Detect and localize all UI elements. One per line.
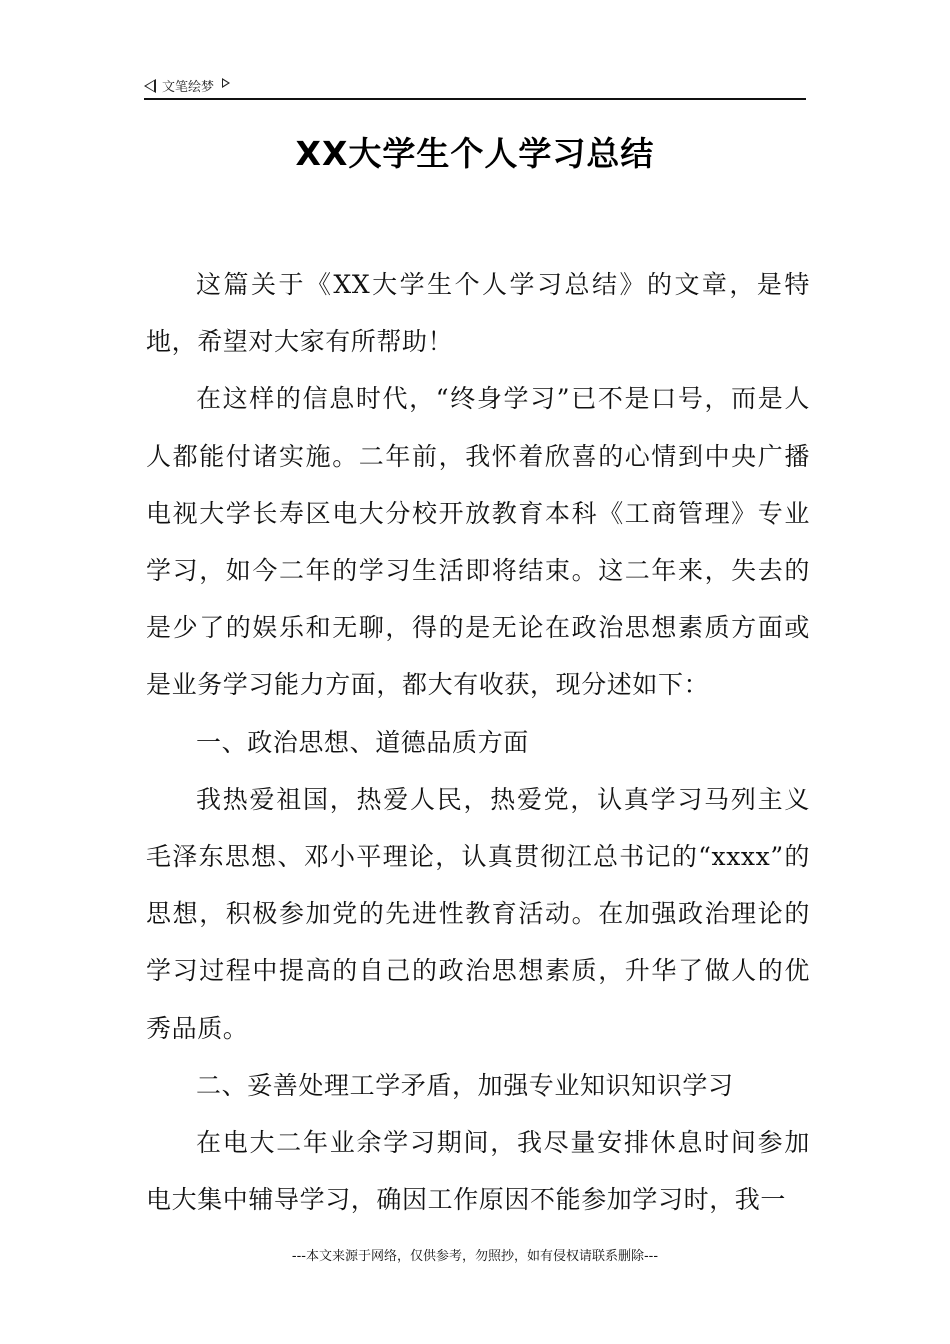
section-heading-2: 二、妥善处理工学矛盾，加强专业知识知识学习: [196, 1070, 734, 1100]
triangle-right-icon: [222, 78, 230, 88]
brand-logo: [144, 76, 230, 95]
document-body: [146, 256, 810, 1228]
page-header: [144, 74, 806, 100]
footer-disclaimer: ---本文来源于网络，仅供参考，勿照抄，如有侵权请联系删除---: [291, 1249, 659, 1264]
paragraph-section-2: 在电大二年业余学习期间，我尽量安排休息时间参加电大集中辅导学习，确因工作原因不能参加学习时，我一: [146, 1128, 810, 1215]
paragraph-overview: 在这样的信息时代，“终身学习”已不是口号，而是人人都能付诸实施。二年前，我怀着欣喜的心情到中央广播电视大学长寿区电大分校开放教育本科《工商管理》专业学习，如今二年的学习生活即将结束。这二年来，失去的是少了的娱乐和无聊，得的是无论在政治思想素质方面或是业务学习能力方面，都大有收获，现分述如下：: [146, 384, 810, 700]
paragraph-section-1: 我热爱祖国，热爱人民，热爱党，认真学习马列主义毛泽东思想、邓小平理论，认真贯彻江总书记的“xxxx”的思想，积极参加党的先进性教育活动。在加强政治理论的学习过程中提高的自己的政治思想素质，升华了做人的优秀品质。: [146, 784, 810, 1043]
brand-name: 文笔绘梦: [162, 80, 215, 95]
triangle-left-icon: [144, 79, 156, 93]
document-title: XX大学生个人学习总结: [295, 134, 655, 173]
paragraph-intro: 这篇关于《XX大学生个人学习总结》的文章，是特地，希望对大家有所帮助！: [146, 270, 810, 357]
section-heading-1: 一、政治思想、道德品质方面: [196, 727, 529, 757]
